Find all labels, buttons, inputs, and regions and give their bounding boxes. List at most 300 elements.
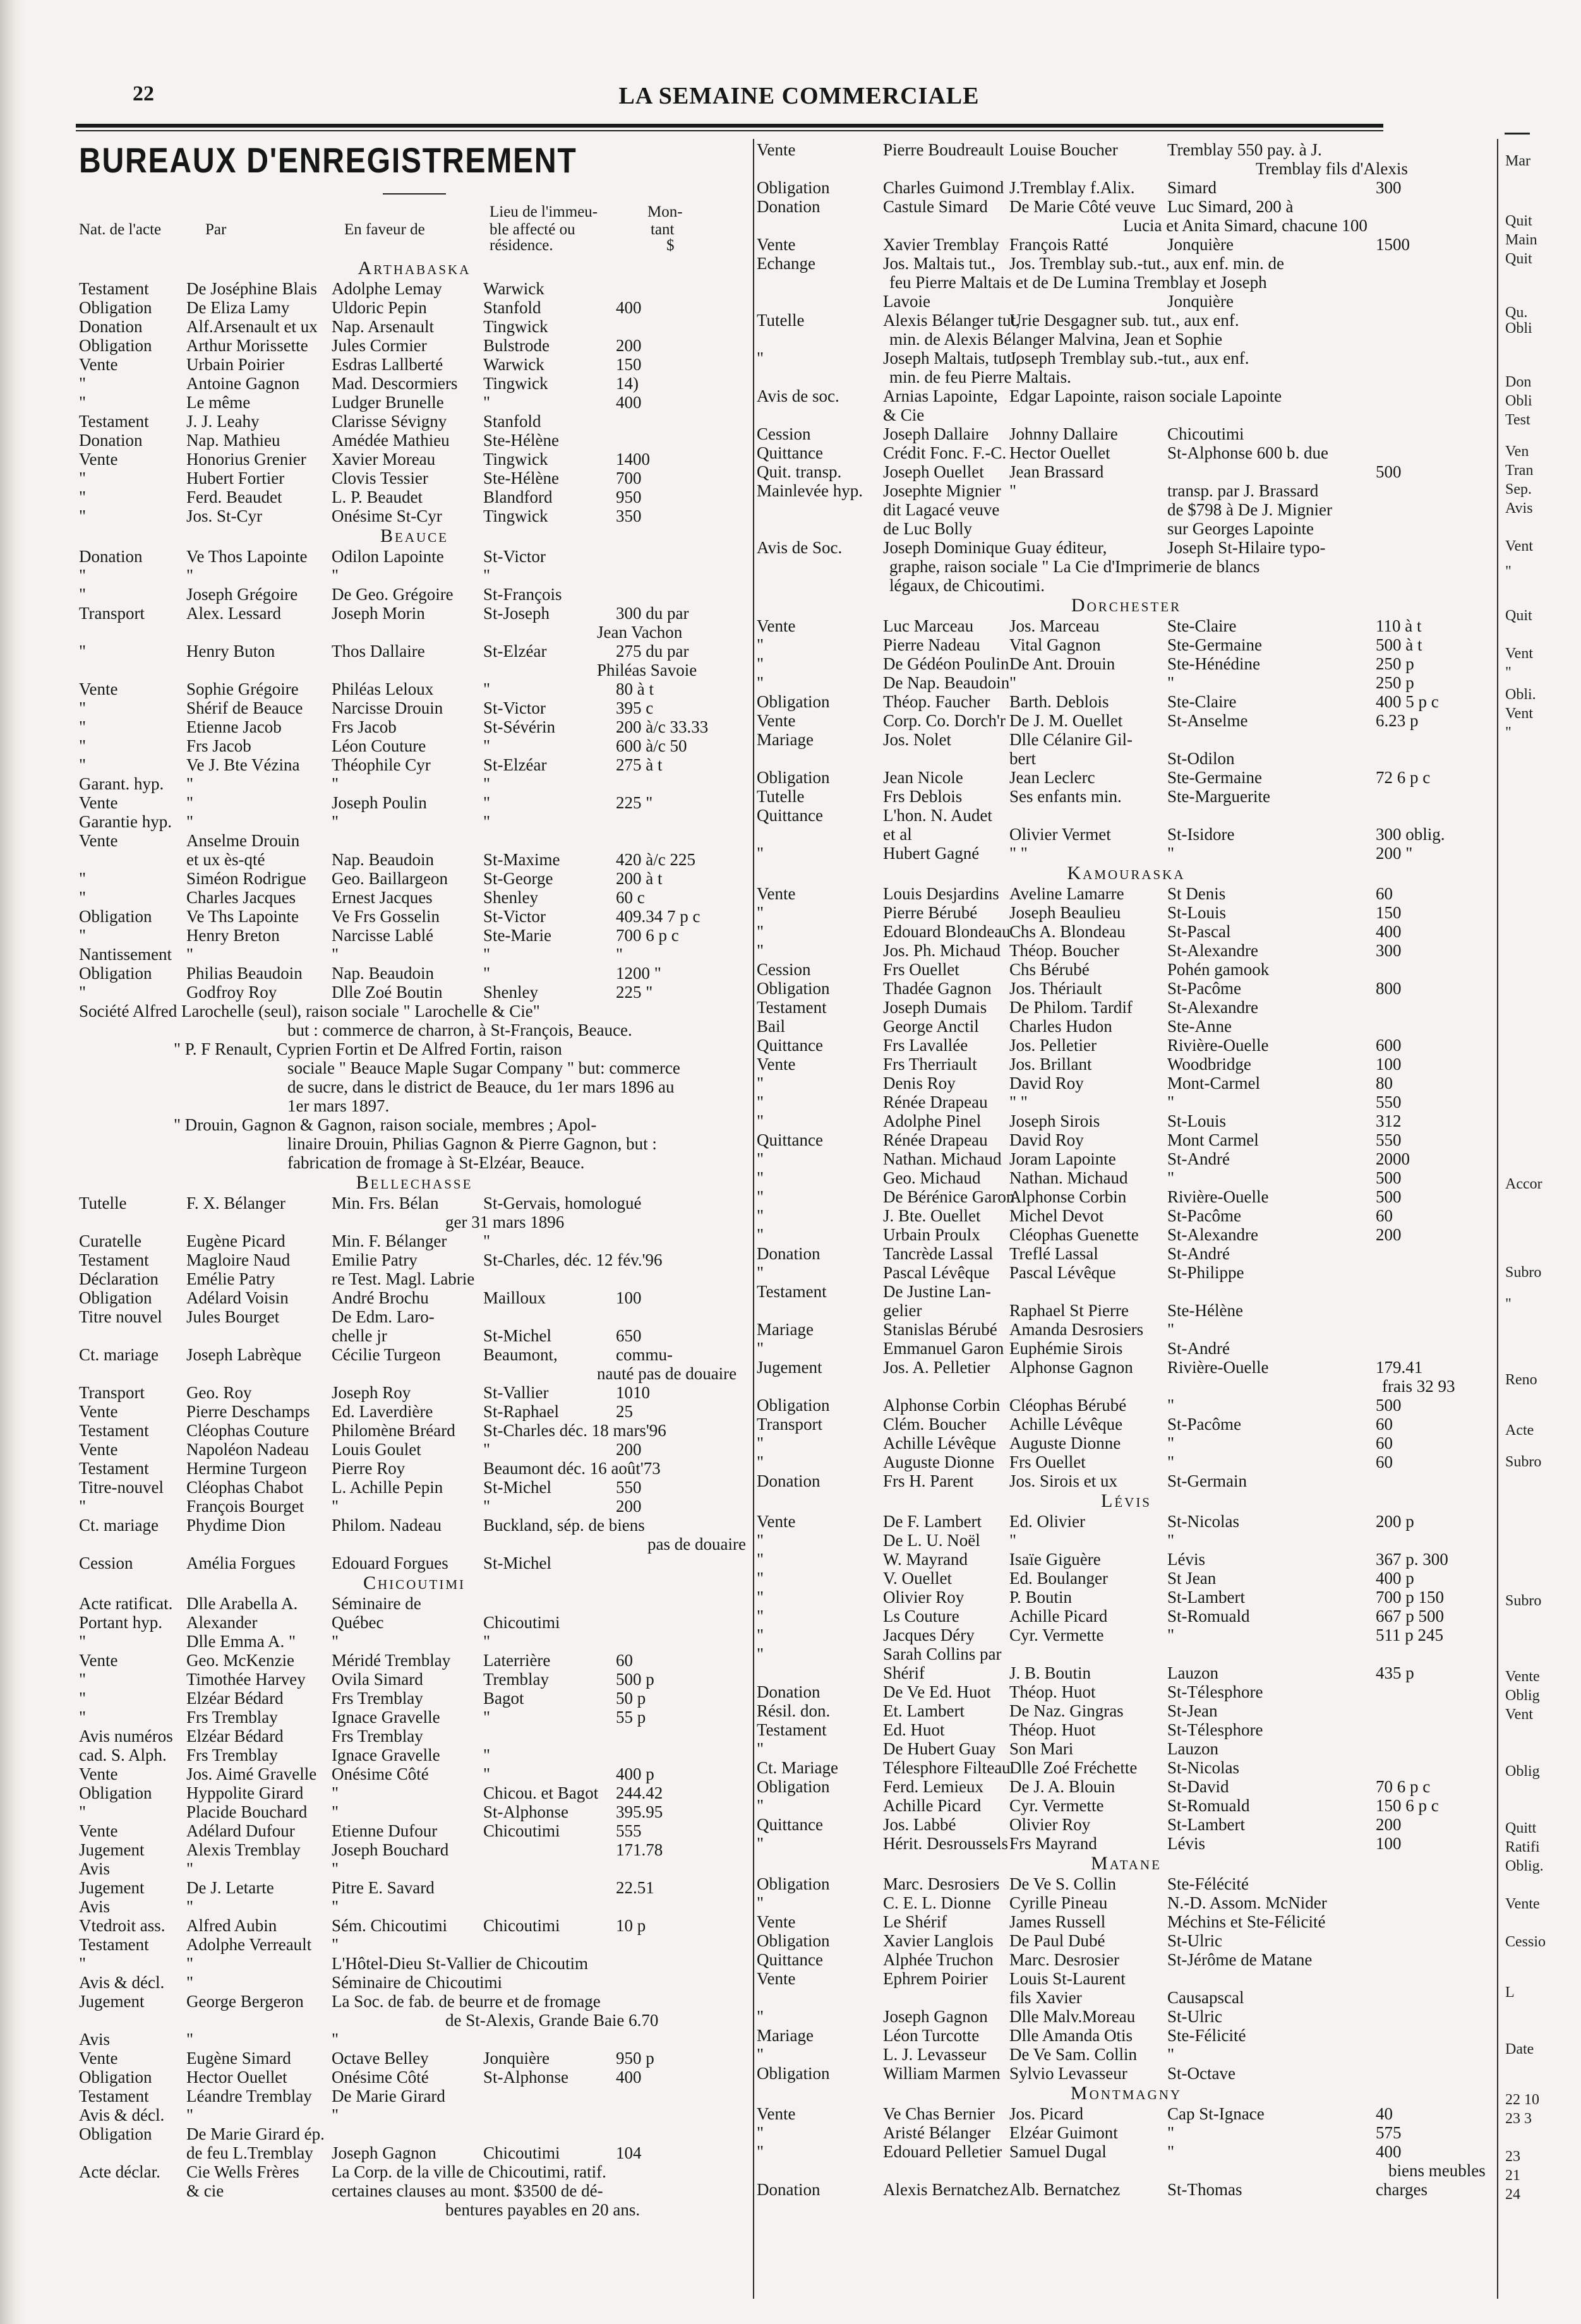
table-row (757, 1626, 1496, 1644)
cell-faveur: Olivier Roy (1009, 1815, 1091, 1834)
cell-nature: Donation (757, 2180, 821, 2199)
table-row (757, 140, 1496, 159)
cell-lieu: " (483, 1764, 491, 1783)
table-row (79, 1973, 750, 1992)
cell-faveur: Etienne Dufour (332, 1821, 438, 1840)
cell-lieu: St Jean (1167, 1569, 1217, 1588)
cell-nature: Ct. mariage (79, 1516, 159, 1535)
cell-nature: Jugement (79, 1878, 145, 1897)
cell-montant: 150 6 p c (1376, 1796, 1439, 1815)
cell-montant: 650 (616, 1326, 642, 1345)
cell-faveur: Jules Cormier (332, 336, 427, 355)
table-row (757, 903, 1496, 922)
table-row (79, 1250, 750, 1269)
cell-faveur: J. B. Boutin (1009, 1663, 1091, 1682)
cell-lieu: St-André (1167, 1244, 1230, 1263)
cell-lieu: Ste-Hélène (483, 469, 559, 488)
table-row (79, 1288, 750, 1307)
cell-montant: 312 (1376, 1111, 1402, 1130)
cell-par: De Gédéon Poulin (883, 654, 1009, 673)
margin-fragment: Vente (1505, 1896, 1540, 1912)
cell-nature: Vente (757, 1912, 796, 1931)
table-row (757, 1550, 1496, 1569)
cell-lieu: " (483, 945, 491, 964)
cell-nature: Obligation (79, 964, 152, 983)
table-row (79, 1935, 750, 1954)
cell-par: Jos. St-Cyr (186, 506, 263, 525)
table-row (757, 1111, 1496, 1130)
margin-fragment: Acte (1505, 1422, 1534, 1439)
cell-faveur: Octave Belley (332, 2049, 429, 2068)
continuation-text: pas de douaire (647, 1535, 746, 1554)
table-row (757, 2123, 1496, 2142)
cell-par: Jules Bourget (186, 1307, 280, 1326)
cell-nature: Quit. transp. (757, 462, 842, 481)
table-row (79, 1383, 750, 1402)
cell-faveur: Jean Leclerc (1009, 768, 1095, 787)
table-row (79, 926, 750, 945)
cell-lieu: " (1167, 1093, 1175, 1111)
cell-nature: " (757, 1739, 764, 1758)
cell-par: Phydime Dion (186, 1516, 286, 1535)
cell-nature: Mariage (757, 730, 814, 749)
cell-faveur: Mad. Descormiers (332, 374, 458, 393)
cell-lieu: St-Ulric (1167, 1931, 1222, 1950)
cell-par: Cléophas Couture (186, 1421, 310, 1440)
cell-montant: 50 p (616, 1689, 646, 1708)
cell-nature: " (79, 566, 87, 585)
table-row (757, 1225, 1496, 1244)
continuation-text: but : commerce de charron, à St-François, Beauce. (287, 1021, 632, 1039)
table-row (757, 235, 1496, 254)
column-headers-2 (79, 237, 750, 258)
cell-par: Rénée Drapeau (883, 1093, 988, 1111)
cell-par: Luc Marceau (883, 616, 974, 635)
cell-faveur: Ed. Laverdière (332, 1402, 433, 1421)
margin-fragment: Avis (1505, 500, 1533, 517)
cell-lieu: Chicoutimi (483, 1821, 560, 1840)
cell-par: Achille Picard (883, 1796, 982, 1815)
cell-nature: Cession (757, 424, 811, 443)
cell-nature: Testament (79, 412, 149, 431)
cell-par: De Hubert Guay (883, 1739, 996, 1758)
cell-lieu: St-Alexandre (1167, 998, 1258, 1017)
table-row (757, 749, 1496, 768)
cell-par: V. Ouellet (883, 1569, 952, 1588)
cell-montant: 110 à t (1376, 616, 1422, 635)
cell-par: Geo. McKenzie (186, 1651, 294, 1670)
cell-par: Alexis Bélanger tut, (883, 311, 1020, 330)
cell-faveur: Isaïe Giguère (1009, 1550, 1101, 1569)
cell-par: " (186, 1859, 194, 1878)
table-row (79, 1459, 750, 1478)
cell-par: Léandre Tremblay (186, 2087, 312, 2105)
cell-nature: " (79, 736, 87, 755)
cell-faveur: Jean Brassard (1009, 462, 1104, 481)
cell-montant: 60 c (616, 888, 645, 907)
cell-nature: Mariage (757, 1320, 814, 1339)
table-row (757, 538, 1496, 557)
cell-par: Placide Bouchard (186, 1802, 308, 1821)
cell-nature: Donation (79, 547, 143, 566)
cell-faveur: Cléophas Guenette (1009, 1225, 1139, 1244)
cell-montant: 400 (1376, 2142, 1402, 2161)
cell-faveur: Emilie Patry (332, 1250, 418, 1269)
cell-faveur: " (332, 1783, 339, 1802)
cell-par: J. J. Leahy (186, 412, 260, 431)
cell-lieu: N.-D. Assom. McNider (1167, 1893, 1327, 1912)
margin-fragment: Accor (1505, 1176, 1542, 1192)
cell-montant: 171.78 (616, 1840, 663, 1859)
table-row (757, 1149, 1496, 1168)
cell-par: William Marmen (883, 2064, 1001, 2083)
cell-montant: 200 p (1376, 1512, 1414, 1531)
table-row (757, 1074, 1496, 1093)
cell-faveur: Achille Picard (1009, 1607, 1108, 1626)
cell-lieu: " (1167, 2123, 1175, 2142)
table-row (79, 680, 750, 698)
cell-faveur: David Roy (1009, 1130, 1084, 1149)
cell-montant: 400 (1376, 922, 1402, 941)
cell-faveur: Edgar Lapointe, raison sociale Lapointe (1009, 386, 1282, 405)
cell-faveur: Jos. Pelletier (1009, 1036, 1097, 1055)
cell-lieu: Rivière-Ouelle (1167, 1358, 1269, 1377)
cell-par: Jacques Déry (883, 1626, 975, 1644)
cell-nature: Obligation (79, 907, 152, 926)
cell-montant: 409.34 7 p c (616, 907, 700, 926)
continuation-text: " Drouin, Gagnon & Gagnon, raison sociale, membres ; Apol- (174, 1115, 597, 1134)
cell-montant: 100 (1376, 1834, 1402, 1853)
cell-par: Joseph Labrèque (186, 1345, 302, 1364)
table-row (79, 2143, 750, 2162)
cell-faveur: Ludger Brunelle (332, 393, 444, 412)
cell-nature: Nantissement (79, 945, 172, 964)
cell-par: Jos. Aimé Gravelle (186, 1764, 317, 1783)
cell-montant: 700 p 150 (1376, 1588, 1444, 1607)
cell-montant: 200 (1376, 1225, 1402, 1244)
cell-faveur: Michel Devot (1009, 1206, 1104, 1225)
cell-lieu: Ste-Félécité (1167, 1874, 1249, 1893)
table-row (757, 941, 1496, 960)
table-row (757, 519, 1496, 538)
table-row (79, 793, 750, 812)
cell-montant: 6.23 p (1376, 711, 1419, 730)
cell-par: Frs Tremblay (186, 1746, 278, 1764)
table-row (79, 1840, 750, 1859)
table-row (79, 336, 750, 355)
cell-faveur: Nap. Arsenault (332, 317, 434, 336)
cell-nature: Avis de Soc. (757, 538, 843, 557)
cell-par: Clém. Boucher (883, 1415, 987, 1434)
right-column (757, 140, 1496, 2199)
margin-fragment: Subro (1505, 1593, 1542, 1609)
cell-nature: Obligation (79, 336, 152, 355)
cell-par: dit Lagacé veuve (883, 500, 1000, 519)
cell-par: Urbain Proulx (883, 1225, 980, 1244)
cell-lieu: St-Nicolas (1167, 1758, 1239, 1777)
cell-lieu: " (483, 793, 491, 812)
cell-faveur: Léon Couture (332, 736, 426, 755)
cell-nature: " (757, 1893, 764, 1912)
cell-par: Joseph Grégoire (186, 585, 298, 604)
cell-par: Geo. Roy (186, 1383, 252, 1402)
cell-montant: 275 à t (616, 755, 663, 774)
table-row (757, 2026, 1496, 2045)
cell-lieu: " (483, 736, 491, 755)
cell-nature: Testament (79, 1459, 149, 1478)
cell-par: Frs Therriault (883, 1055, 977, 1074)
cell-nature: Portant hyp. (79, 1613, 162, 1632)
cell-faveur: De Marie Girard (332, 2087, 445, 2105)
cell-par: Sophie Grégoire (186, 680, 299, 698)
cell-montant: 400 p (616, 1764, 654, 1783)
cell-lieu: Lévis (1167, 1834, 1205, 1853)
cell-nature: " (79, 1670, 87, 1689)
cell-faveur: " (1009, 673, 1017, 692)
margin-fragment: 22 10 (1505, 2092, 1539, 2108)
table-row (79, 907, 750, 926)
table-row (79, 1632, 750, 1651)
left-column (79, 140, 750, 2219)
margin-fragment: Subro (1505, 1264, 1542, 1281)
margin-fragment: Quit (1505, 251, 1532, 267)
cell-lieu: " (1167, 2142, 1175, 2161)
cell-lieu: " (483, 1708, 491, 1727)
cell-faveur: Auguste Dionne (1009, 1434, 1121, 1452)
cell-lieu: " (483, 1746, 491, 1764)
entry-continuation (757, 330, 1496, 349)
cell-faveur: Théophile Cyr (332, 755, 431, 774)
cell-nature: Avis (79, 2030, 111, 2049)
cell-par: Etienne Jacob (186, 717, 282, 736)
cell-par: Thadée Gagnon (883, 979, 992, 998)
cell-faveur: Frs Jacob (332, 717, 397, 736)
cell-montant: 55 p (616, 1708, 646, 1727)
cell-lieu: St-Vallier (483, 1383, 549, 1402)
table-row (757, 1796, 1496, 1815)
cell-nature: " (79, 926, 87, 945)
cell-faveur: Chs Bérubé (1009, 960, 1090, 979)
cell-faveur: Samuel Dugal (1009, 2142, 1107, 2161)
cell-faveur: Cyrille Pineau (1009, 1893, 1108, 1912)
cell-montant: 800 (1376, 979, 1402, 998)
margin-fragment: Quitt (1505, 1820, 1537, 1836)
cell-montant: 555 (616, 1821, 642, 1840)
cell-lieu: " (1167, 1396, 1175, 1415)
cell-par: Lavoie (883, 292, 930, 311)
cell-nature: " (79, 374, 87, 393)
cell-montant: 400 (616, 393, 642, 412)
table-row (757, 1815, 1496, 1834)
table-row (757, 1036, 1496, 1055)
cell-par: Charles Jacques (186, 888, 296, 907)
cell-par: Shérif (883, 1663, 925, 1682)
cell-faveur: De Paul Dubé (1009, 1931, 1105, 1950)
cell-faveur: Treflé Lassal (1009, 1244, 1098, 1263)
county-heading: Chicoutimi (363, 1572, 466, 1593)
cell-lieu: St-Sévérin (483, 717, 555, 736)
table-row (757, 1055, 1496, 1074)
cell-nature: " (757, 1569, 764, 1588)
cell-par: Edouard Pelletier (883, 2142, 1002, 2161)
cell-nature: Ct. Mariage (757, 1758, 838, 1777)
table-row (79, 566, 750, 585)
cell-nature: Vente (79, 680, 118, 698)
cell-lieu: Ste-Marguerite (1167, 787, 1270, 806)
cell-nature: Curatelle (79, 1231, 141, 1250)
cell-par: Adélard Voisin (186, 1288, 289, 1307)
table-row (757, 178, 1496, 197)
continuation-text: Lucia et Anita Simard, chacune 100 (1123, 216, 1368, 235)
cell-nature: Jugement (757, 1358, 822, 1377)
cell-nature: Echange (757, 254, 815, 273)
cell-faveur: Ignace Gravelle (332, 1708, 440, 1727)
cell-lieu: Jonquière (1167, 235, 1234, 254)
cell-montant: 179.41 (1376, 1358, 1423, 1377)
cell-nature: " (757, 922, 764, 941)
cell-faveur: Philomène Bréard (332, 1421, 455, 1440)
table-row (757, 1093, 1496, 1111)
cell-lieu: " (1167, 1434, 1175, 1452)
cell-montant: 275 du par (616, 642, 689, 661)
cell-faveur: Jos. Brillant (1009, 1055, 1092, 1074)
cell-lieu: Chicoutimi (483, 1916, 560, 1935)
cell-lieu: " (483, 1440, 491, 1459)
cell-par: Hubert Fortier (186, 469, 285, 488)
cell-lieu: St-Maxime (483, 850, 560, 869)
cell-par: " (186, 2030, 194, 2049)
cell-montant: 550 (1376, 1130, 1402, 1149)
table-row (79, 450, 750, 469)
margin-fragment: 23 (1505, 2148, 1520, 2165)
cell-montant: 104 (616, 2143, 642, 2162)
table-row (79, 717, 750, 736)
cell-par: Adolphe Pinel (883, 1111, 982, 1130)
table-row (757, 1471, 1496, 1490)
cell-nature: Acte ratificat. (79, 1594, 173, 1613)
cell-par: Hubert Gagné (883, 844, 980, 863)
cell-montant: charges (1376, 2180, 1428, 2199)
cell-par: Emélie Patry (186, 1269, 275, 1288)
table-row (757, 1452, 1496, 1471)
cell-faveur: Clarisse Sévigny (332, 412, 447, 431)
cell-nature: " (79, 393, 87, 412)
continuation-text: ger 31 mars 1896 (445, 1213, 565, 1231)
cell-nature: Quittance (757, 1950, 823, 1969)
cell-faveur: Odilon Lapointe (332, 547, 444, 566)
page-header (95, 82, 1503, 120)
cell-montant: 150 (1376, 903, 1402, 922)
table-row (757, 254, 1496, 273)
table-row (79, 1651, 750, 1670)
table-row (757, 1588, 1496, 1607)
table-row (79, 1269, 750, 1288)
cell-lieu: Ste-Claire (1167, 692, 1237, 711)
cell-faveur: Cléophas Bérubé (1009, 1396, 1127, 1415)
cell-montant: 2000 (1376, 1149, 1410, 1168)
cell-nature: " (757, 1626, 764, 1644)
cell-faveur: " (332, 1935, 339, 1954)
cell-faveur: L. Achille Pepin (332, 1478, 443, 1497)
cell-montant: 400 (616, 298, 642, 317)
table-row (79, 850, 750, 869)
cell-lieu: de $798 à De J. Mignier (1167, 500, 1332, 519)
cell-lieu: St-David (1167, 1777, 1229, 1796)
cell-lieu: Mont-Carmel (1167, 1074, 1260, 1093)
cell-faveur: André Brochu (332, 1288, 429, 1307)
cell-montant: 1010 (616, 1383, 650, 1402)
cell-faveur: La Soc. de fab. de beurre et de fromage (332, 1992, 601, 2011)
cell-nature: Mariage (757, 2026, 814, 2045)
cell-par: J. Bte. Ouellet (883, 1206, 981, 1225)
cell-par: Dlle Arabella A. (186, 1594, 298, 1613)
cell-montant: 550 (1376, 1093, 1402, 1111)
table-row (79, 736, 750, 755)
cell-nature: Cession (79, 1554, 133, 1572)
cell-faveur: " (332, 1497, 339, 1516)
cell-faveur: Joseph Poulin (332, 793, 427, 812)
cell-nature: " (757, 1093, 764, 1111)
cell-faveur: L. P. Beaudet (332, 488, 423, 506)
cell-lieu: St-Gervais, homologué (483, 1194, 642, 1213)
cell-montant: 395.95 (616, 1802, 663, 1821)
margin-fragment: Obli (1505, 393, 1532, 409)
cell-nature: Jugement (79, 1992, 145, 2011)
cell-nature: Titre-nouvel (79, 1478, 164, 1497)
cell-lieu: St-Michel (483, 1478, 551, 1497)
column-divider-right (1497, 139, 1498, 2299)
cell-lieu: St-François (483, 585, 562, 604)
table-row (79, 604, 750, 623)
cell-lieu: St-Michel (483, 1326, 551, 1345)
cell-faveur: Marc. Desrosier (1009, 1950, 1119, 1969)
cell-nature: " (757, 1644, 764, 1663)
cell-faveur: Alphonse Gagnon (1009, 1358, 1133, 1377)
table-row (79, 298, 750, 317)
entry-continuation (757, 216, 1496, 235)
cell-par: Frs Tremblay (186, 1708, 278, 1727)
cell-faveur: Charles Hudon (1009, 1017, 1112, 1036)
cell-lieu: Jonquière (483, 2049, 550, 2068)
table-row (757, 654, 1496, 673)
cell-nature: Vente (757, 616, 796, 635)
cell-par: Jos. A. Pelletier (883, 1358, 990, 1377)
cell-nature: Obligation (757, 979, 830, 998)
cell-par: Emmanuel Garon (883, 1339, 1004, 1358)
table-row (757, 349, 1496, 368)
entry-continuation (757, 368, 1496, 386)
cell-par: Pierre Deschamps (186, 1402, 310, 1421)
cell-faveur: Ignace Gravelle (332, 1746, 440, 1764)
cell-lieu: Luc Simard, 200 à (1167, 197, 1294, 216)
cell-faveur: De Ve S. Collin (1009, 1874, 1117, 1893)
cell-faveur: Séminaire de Chicoutimi (332, 1973, 502, 1992)
table-row (79, 585, 750, 604)
table-row (79, 1897, 750, 1916)
cell-par: Louis Desjardins (883, 884, 999, 903)
cell-lieu: St-Joseph (483, 604, 550, 623)
table-row (79, 774, 750, 793)
cell-montant: 700 (616, 469, 642, 488)
cell-faveur: Onésime Côté (332, 2068, 429, 2087)
cell-lieu: St-Germain (1167, 1471, 1247, 1490)
cell-faveur: " (1009, 1531, 1017, 1550)
cell-lieu: Tremblay 550 pay. à J. (1167, 140, 1322, 159)
cell-lieu: Ste-Hénédine (1167, 654, 1260, 673)
cell-nature: Obligation (757, 1777, 830, 1796)
table-row (757, 635, 1496, 654)
table-row (757, 1206, 1496, 1225)
